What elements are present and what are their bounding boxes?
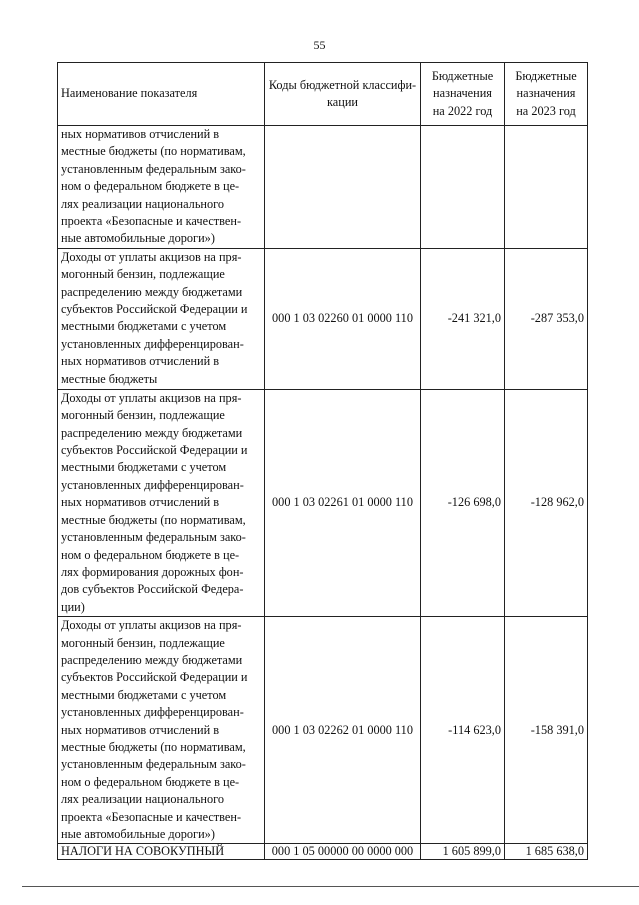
budget-code-cell [265, 126, 421, 249]
indicator-name-cell: Доходы от уплаты акцизов на пря- могонный бензин, подлежащие распределению между бюджетами субъектов Российской Федерации и местными бюджетами с учетом установленных дифференцирован- ных нормативов отчислений в местные бюджеты (по нормативам, установленным федеральным зако- ном о федеральном бюджете в це- лях формирования дорожных фон- дов субъектов Российской Федера- ции) [58, 389, 265, 616]
budget-table [57, 62, 588, 860]
allocation-2023-cell: 1 685 638,0 [505, 844, 588, 860]
table-row [58, 389, 588, 616]
table-row [58, 844, 588, 860]
allocation-2022-cell: 1 605 899,0 [421, 844, 505, 860]
header-allocation-2022: Бюджетные назначения на 2022 год [421, 63, 505, 126]
indicator-name-cell: Доходы от уплаты акцизов на пря- могонный бензин, подлежащие распределению между бюджетами субъектов Российской Федерации и местными бюджетами с учетом установленных дифференцирован- ных нормативов отчислений в местные бюджеты [58, 248, 265, 389]
allocation-2023-cell: -158 391,0 [505, 617, 588, 844]
header-allocation-2023: Бюджетные назначения на 2023 год [505, 63, 588, 126]
indicator-name-cell: НАЛОГИ НА СОВОКУПНЫЙ [58, 844, 265, 860]
allocation-2022-cell: -241 321,0 [421, 248, 505, 389]
budget-code-cell: 000 1 03 02262 01 0000 110 [265, 617, 421, 844]
allocation-2023-cell: -128 962,0 [505, 389, 588, 616]
table-row [58, 248, 588, 389]
allocation-2023-cell [505, 126, 588, 249]
header-indicator-name: Наименование показателя [58, 63, 265, 126]
indicator-name-cell: ных нормативов отчислений в местные бюджеты (по нормативам, установленным федеральным зако- ном о федеральном бюджете в це- лях реализации национального проекта «Безопасные и качествен- ные автомобильные дороги») [58, 126, 265, 249]
table-row [58, 617, 588, 844]
allocation-2022-cell [421, 126, 505, 249]
allocation-2022-cell: -126 698,0 [421, 389, 505, 616]
table-row [58, 126, 588, 249]
page-number: 55 [313, 38, 326, 52]
budget-code-cell: 000 1 03 02260 01 0000 110 [265, 248, 421, 389]
table-header-row [58, 63, 588, 126]
allocation-2023-cell: -287 353,0 [505, 248, 588, 389]
header-budget-code: Коды бюджетной классифи- кации [265, 63, 421, 126]
indicator-name-cell: Доходы от уплаты акцизов на пря- могонный бензин, подлежащие распределению между бюджетами субъектов Российской Федерации и местными бюджетами с учетом установленных дифференцирован- ных нормативов отчислений в местные бюджеты (по нормативам, установленным федеральным зако- ном о федеральном бюджете в це- лях реализации национального проекта «Безопасные и качествен- ные автомобильные дороги») [58, 617, 265, 844]
page-bottom-divider [22, 886, 639, 887]
budget-code-cell: 000 1 03 02261 01 0000 110 [265, 389, 421, 616]
budget-code-cell: 000 1 05 00000 00 0000 000 [265, 844, 421, 860]
allocation-2022-cell: -114 623,0 [421, 617, 505, 844]
